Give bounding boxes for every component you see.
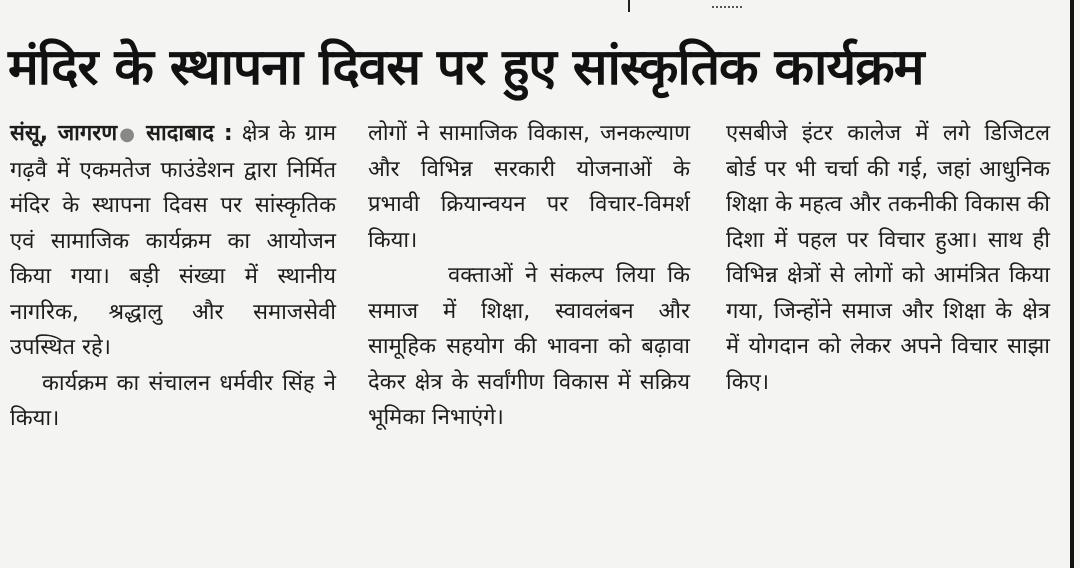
- paragraph-4: वक्ताओं ने संकल्प लिया कि समाज में शिक्षा, स्वावलंबन और सामूहिक सहयोग की भावना को बढ़ावा देकर क्षेत्र के सर्वांगीण विकास में सक्रिय भूमिका निभाएंगे।: [368, 263, 690, 430]
- column-2: [368, 116, 690, 436]
- paragraph-text: क्षेत्र के ग्राम गढ़वै में एकमतेज फाउंडेशन द्वारा निर्मित मंदिर के स्थापना दिवस पर सांस्कृतिक एवं सामाजिक कार्यक्रम का आयोजन किया गया। बड़ी संख्या में स्थानीय नागरिक, श्रद्धालु और समाजसेवी उपस्थित रहे।: [10, 121, 336, 360]
- headline: मंदिर के स्थापना दिवस पर हुए सांस्कृतिक कार्यक्रम: [8, 38, 924, 96]
- top-margin: [0, 0, 1080, 30]
- top-tick-mark: [628, 0, 630, 12]
- column-3: [726, 116, 1050, 400]
- dateline-place: संसू, जागरण: [10, 121, 118, 146]
- dateline-bullet: ●: [117, 124, 138, 145]
- dateline-location: सादाबाद :: [146, 121, 233, 146]
- paragraph-1: [10, 116, 336, 366]
- column-1: [10, 116, 336, 437]
- paragraph-2: कार्यक्रम का संचालन धर्मवीर सिंह ने किया।: [10, 370, 336, 431]
- paragraph-5: एसबीजे इंटर कालेज में लगे डिजिटल बोर्ड पर भी चर्चा की गई, जहां आधुनिक शिक्षा के महत्व और तकनीकी विकास की दिशा में पहल पर विचार हुआ। साथ ही विभिन्न क्षेत्रों से लोगों को आमंत्रित किया गया, जिन्होंने समाज और शिक्षा के क्षेत्र में योगदान को लेकर अपने विचार साझा किए।: [726, 121, 1050, 395]
- paragraph-3: लोगों ने सामाजिक विकास, जनकल्याण और विभिन्न सरकारी योजनाओं के प्रभावी क्रियान्वयन पर विचार-विमर्श किया।: [368, 121, 690, 253]
- top-dots: [712, 0, 742, 8]
